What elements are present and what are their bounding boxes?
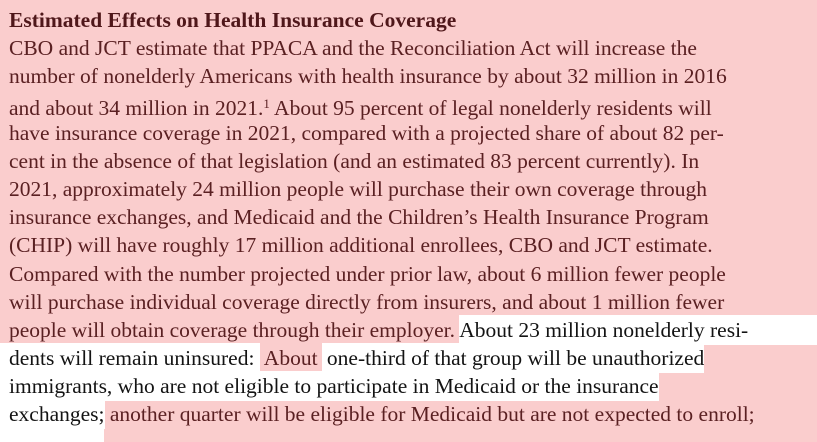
paragraph (0, 34, 817, 429)
unhighlighted-text: About 23 million nonelderly resi- (459, 315, 817, 345)
text-line-9 (0, 260, 817, 288)
highlighted-text: Compared with the number projected under prior law, about 6 million fewer people (9, 261, 726, 286)
text-line-3 (0, 90, 817, 121)
highlighted-text: 2021, approximately 24 million people will purchase their own coverage through (9, 176, 707, 201)
text-line-12 (0, 344, 817, 372)
unhighlighted-text: exchanges; (0, 399, 105, 429)
highlighted-text: another quarter will be eligible for Medicaid but are not expected to enroll; (104, 402, 755, 427)
highlighted-text: (CHIP) will have roughly 17 million additional enrollees, CBO and JCT estimate. (9, 233, 713, 258)
highlighted-text: insurance exchanges, and Medicaid and the Children’s Health Insurance Program (9, 205, 709, 230)
footnote-marker: 1 (263, 97, 270, 112)
text-line-4 (0, 119, 817, 147)
highlighted-text: will purchase individual coverage directly from insurers, and about 1 million fewer (9, 289, 725, 314)
highlighted-text: people will obtain coverage through their employer. (9, 317, 460, 342)
text-line-10 (0, 288, 817, 316)
unhighlighted-text: one-third of that group will be unauthorized (322, 343, 705, 373)
highlighted-text: CBO and JCT estimate that PPACA and the Reconciliation Act will increase the (9, 36, 697, 60)
text-line-5 (0, 147, 817, 175)
highlighted-text: number of nonelderly Americans with health insurance by about 32 million in 2016 (9, 64, 727, 89)
text-line-14 (0, 400, 817, 428)
section-heading: Estimated Effects on Health Insurance Coverage (9, 8, 457, 32)
text-line-8 (0, 231, 817, 259)
highlighted-text: About 95 percent of legal nonelderly residents will (269, 96, 712, 121)
text-line-2 (0, 62, 817, 90)
highlighted-text: and about 34 million in 2021. (9, 96, 264, 121)
highlighted-text: have insurance coverage in 2021, compared with a projected share of about 82 per- (9, 120, 724, 145)
text-line-7 (0, 203, 817, 231)
highlighted-text: About (263, 346, 318, 371)
text-line-1 (0, 34, 817, 62)
unhighlighted-text: immigrants, who are not eligible to participate in Medicaid or the insurance (0, 371, 659, 401)
text-line-13 (0, 372, 817, 400)
text-line-6 (0, 175, 817, 203)
unhighlighted-text: dents will remain uninsured: (0, 343, 260, 373)
highlighted-text: cent in the absence of that legislation (and an estimated 83 percent currently). In (9, 148, 700, 173)
text-line-11 (0, 316, 817, 344)
